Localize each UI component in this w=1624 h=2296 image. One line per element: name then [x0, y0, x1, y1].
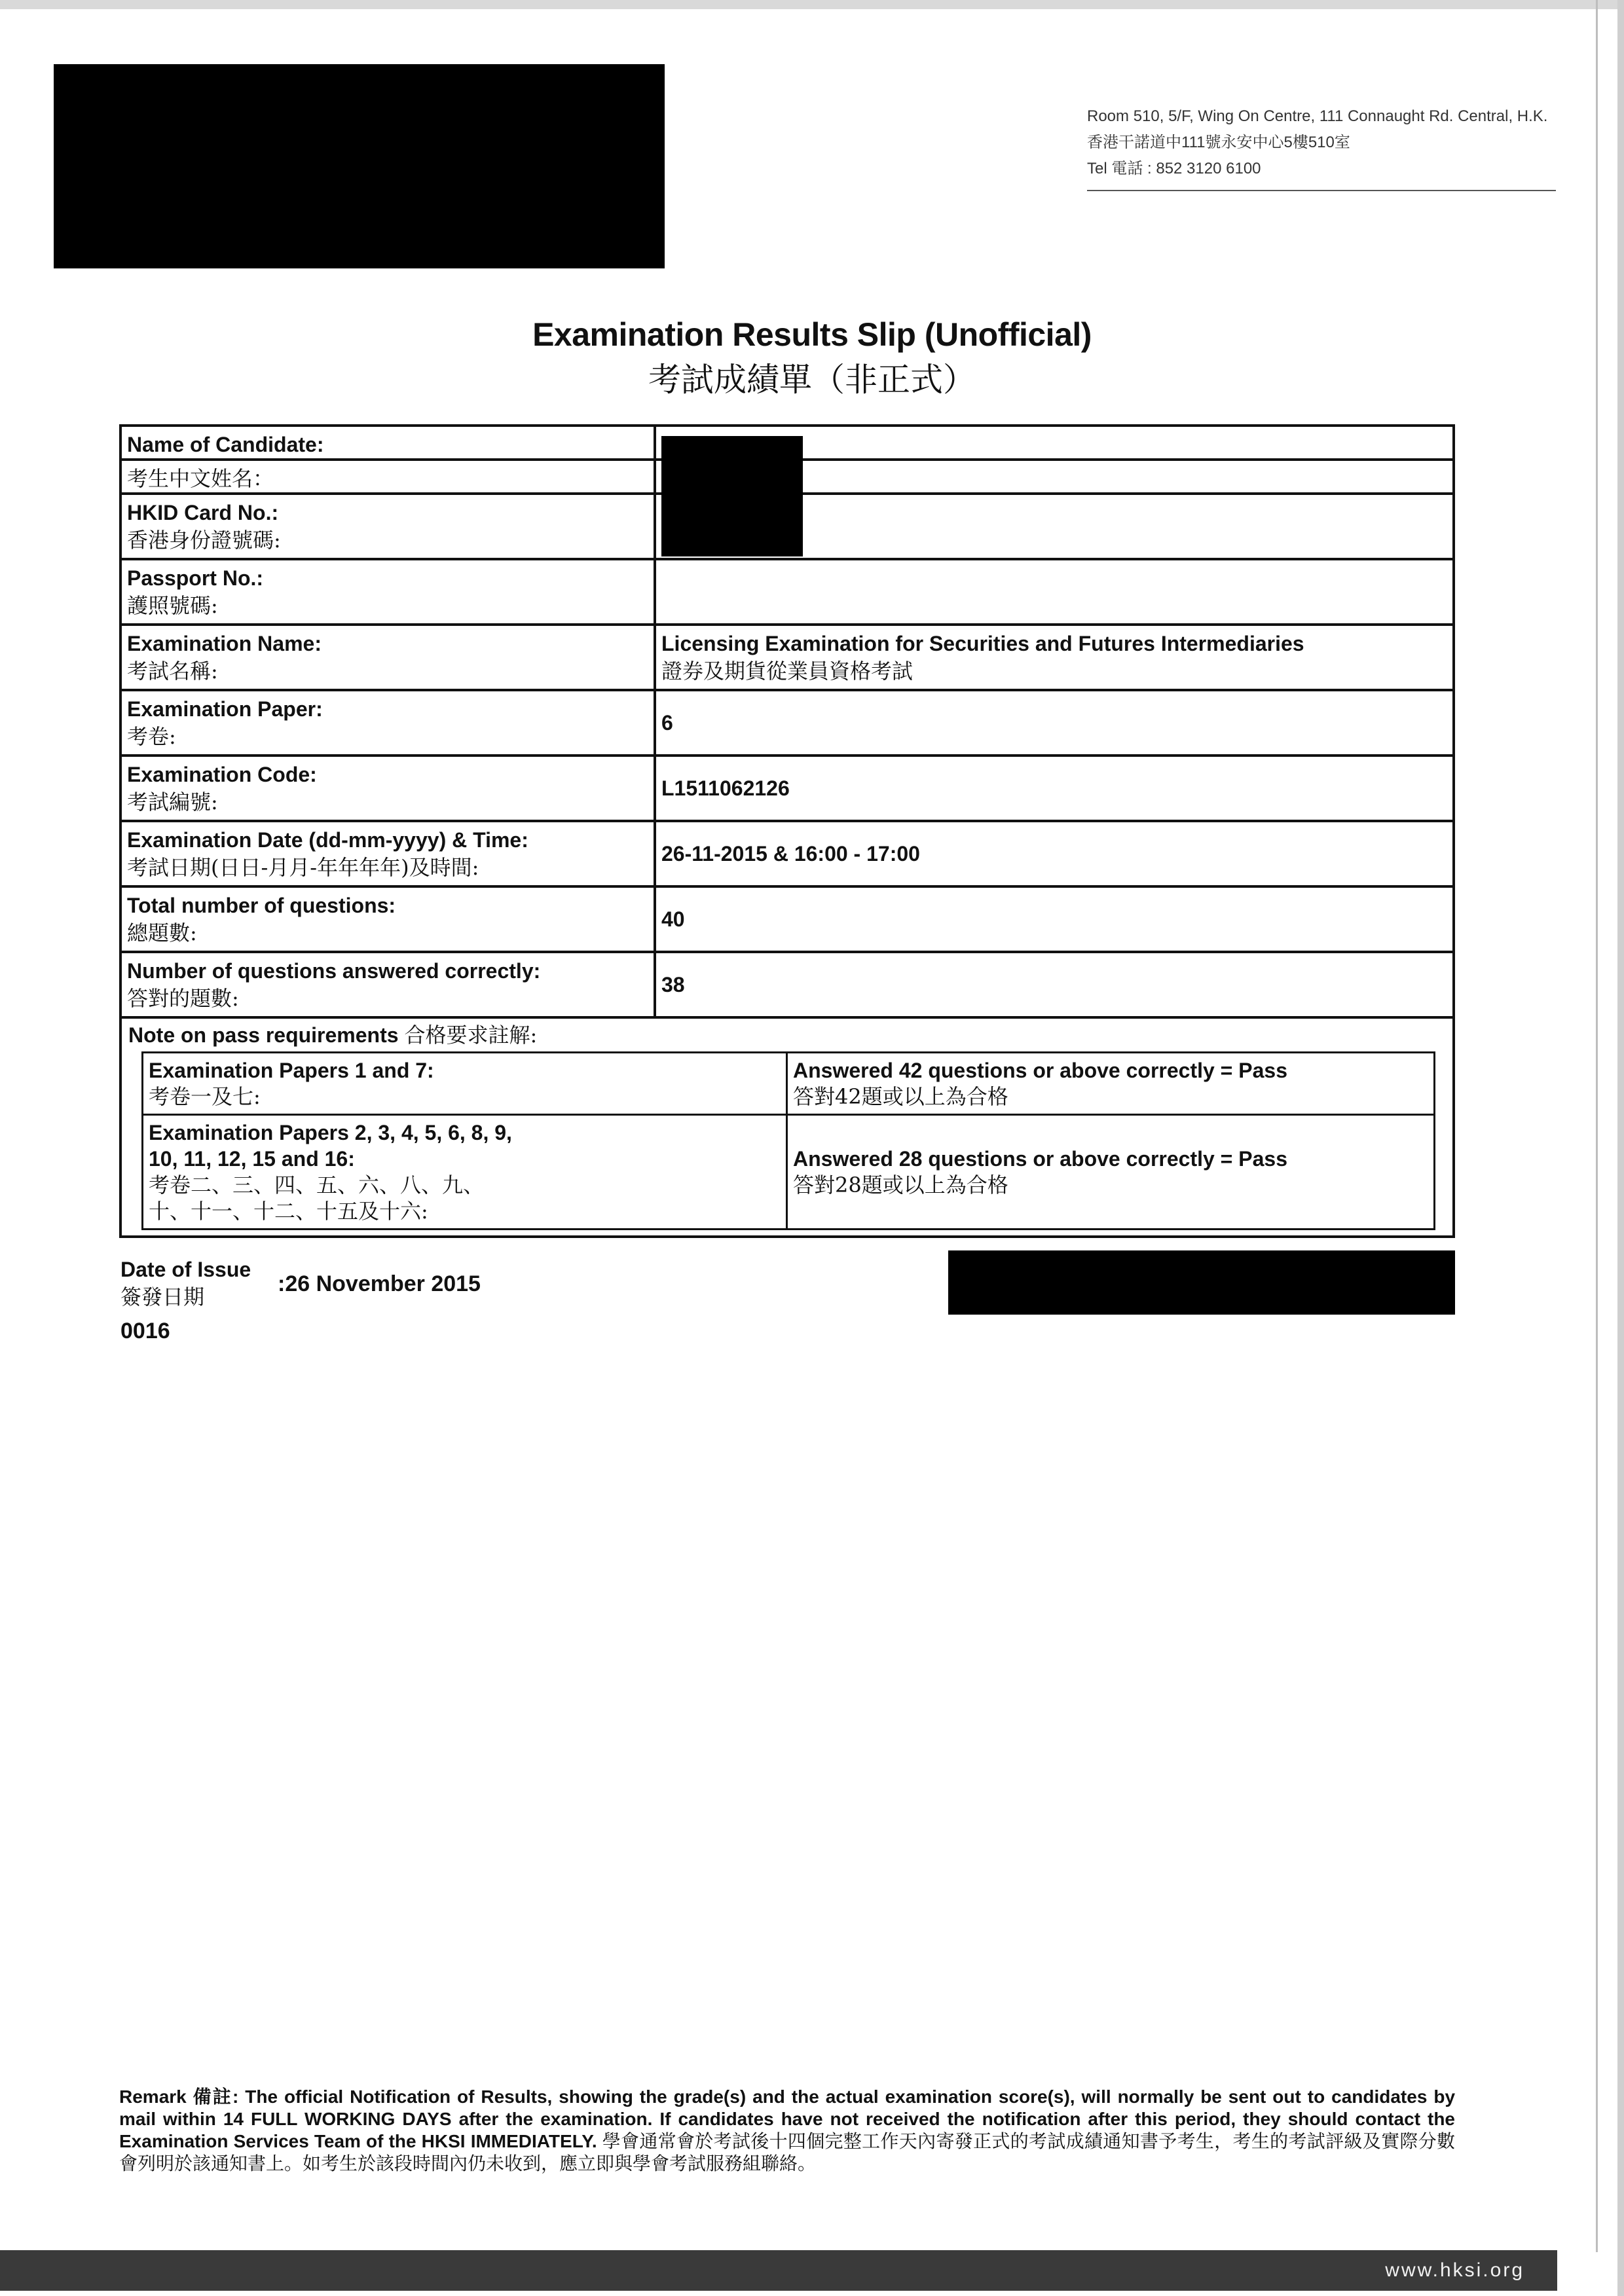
- label-passport: Passport No.: 護照號碼:: [122, 560, 656, 623]
- address-phone: Tel 電話 : 852 3120 6100: [1087, 160, 1261, 177]
- scan-edge-top: [0, 0, 1624, 9]
- label-exam-name: Examination Name: 考試名稱:: [122, 626, 656, 689]
- pass-requirements-section: [122, 1019, 1452, 1235]
- pass-requirement-threshold: Answered 42 questions or above correctly = Pass 答對42題或以上為合格: [793, 1059, 1287, 1109]
- value-exam-code: L1511062126: [661, 776, 790, 800]
- pass-requirement-papers: Examination Papers 1 and 7: 考卷一及七:: [143, 1053, 788, 1114]
- pass-requirement-row: [143, 1053, 1433, 1116]
- row-exam-name: [122, 626, 1452, 691]
- label-candidate-chinese-name: 考生中文姓名：: [122, 461, 656, 492]
- label-total-questions: Total number of questions: 總題數:: [122, 888, 656, 951]
- remark-bold-3: IMMEDIATELY.: [470, 2131, 597, 2151]
- pass-requirement-threshold: Answered 28 questions or above correctly = Pass 答對28題或以上為合格: [793, 1147, 1287, 1197]
- label-exam-paper: Examination Paper: 考卷:: [122, 691, 656, 754]
- pass-requirement-row: [143, 1116, 1433, 1228]
- label-candidate-name: Name of Candidate:: [122, 427, 656, 458]
- document-title-zh: 考試成績單（非正式）: [648, 361, 976, 399]
- pass-requirements-heading: Note on pass requirements 合格要求註解:: [128, 1023, 538, 1048]
- document-title-en: Examination Results Slip (Unofficial): [532, 316, 1092, 353]
- value-total-questions: 40: [661, 907, 685, 931]
- remark-paragraph: [119, 2086, 1455, 2175]
- pass-requirement-papers: Examination Papers 2, 3, 4, 5, 6, 8, 9, 10, 11, 12, 15 and 16: 考卷二、三、四、五、六、八、九、 十、十一、十二、十五及十六:: [143, 1116, 788, 1228]
- row-passport: [122, 560, 1452, 626]
- address-divider: [1087, 190, 1556, 191]
- issue-date-label: Date of Issue 簽發日期: [120, 1258, 251, 1309]
- value-exam-name: Licensing Examination for Securities and Futures Intermediaries 證券及期貨從業員資格考試: [661, 632, 1304, 683]
- redacted-logo-block: [54, 64, 665, 268]
- label-correct-answers: Number of questions answered correctly: 答對的題數:: [122, 953, 656, 1016]
- reference-number: 0016: [120, 1319, 170, 1343]
- value-exam-paper: 6: [661, 711, 673, 735]
- value-exam-date: 26-11-2015 & 16:00 - 17:00: [661, 842, 920, 866]
- address-line-2: 香港干諾道中111號永安中心5樓510室: [1087, 134, 1350, 151]
- footer-website-link[interactable]: www.hksi.org: [1385, 2259, 1524, 2281]
- remark-bold-1: official Notification of Results,: [284, 2086, 553, 2107]
- footer-bar: [0, 2250, 1557, 2291]
- value-correct-answers: 38: [661, 973, 685, 996]
- issue-date-value: :26 November 2015: [278, 1271, 481, 1296]
- address-line-1: Room 510, 5/F, Wing On Centre, 111 Connaught Rd. Central, H.K.: [1087, 107, 1548, 125]
- remark-text-1: The: [245, 2086, 278, 2107]
- organization-address: [1087, 103, 1556, 182]
- remark-bold-2: 14 FULL WORKING DAYS: [223, 2109, 452, 2129]
- label-exam-date: Examination Date (dd-mm-yyyy) & Time: 考試日期(日日-月月-年年年年)及時間:: [122, 822, 656, 885]
- row-correct-answers: [122, 953, 1452, 1019]
- redacted-candidate-details: [661, 436, 803, 556]
- value-passport: [656, 560, 1452, 623]
- row-exam-code: [122, 757, 1452, 822]
- pass-requirements-table: [141, 1051, 1435, 1230]
- redacted-signature-block: [948, 1250, 1455, 1315]
- label-exam-code: Examination Code: 考試編號:: [122, 757, 656, 820]
- row-exam-date: [122, 822, 1452, 888]
- remark-chinese: 學會通常會於考試後十四個完整工作天內寄發正式的考試成績通知書予考生，考生的考試評級及實際分數會列明於該通知書上。如考生於該段時間內仍未收到，應立即與學會考試服務組聯絡。: [119, 2130, 1456, 2174]
- label-hkid: HKID Card No.: 香港身份證號碼:: [122, 495, 656, 558]
- remark-text-3: after the examination. If candidates have not received the notification after this period, they should contact the Examination Services Team of the HKSI: [119, 2109, 1455, 2151]
- row-exam-paper: [122, 691, 1452, 757]
- remark-text-2: showing the grade(s) and the actual examination score(s), will normally be sent out to candidates by mail within: [119, 2086, 1456, 2129]
- remark-label: Remark 備註:: [119, 2086, 239, 2107]
- row-total-questions: [122, 888, 1452, 953]
